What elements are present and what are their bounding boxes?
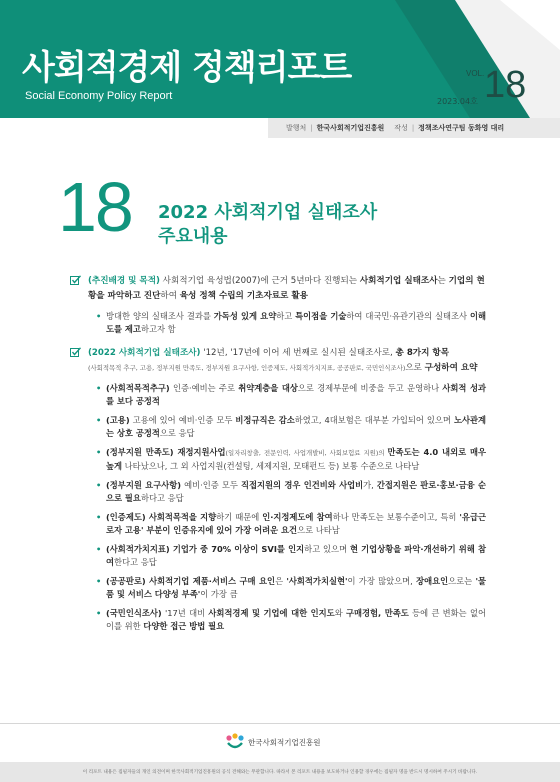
bold-text: (인증제도) 사회적목적을 지향 xyxy=(106,512,217,522)
report-title-line1: 2022 사회적기업 실태조사 xyxy=(158,202,378,223)
list-item xyxy=(88,511,486,537)
circle-bullet-icon: • xyxy=(96,576,102,586)
divider: | xyxy=(411,124,415,132)
text: 은 xyxy=(275,576,287,586)
section-heading: (추진배경 및 목적) xyxy=(88,276,160,286)
text: 가, xyxy=(363,480,377,490)
publisher-name: 한국사회적기업진흥원 xyxy=(316,124,385,132)
bold-text: 노사관계는 상호 공정적 xyxy=(106,415,486,438)
circle-bullet-icon: • xyxy=(96,383,102,393)
bold-text: (공공판로) 사회적기업 제품·서비스 구매 요인 xyxy=(106,576,276,586)
circle-bullet-icon: • xyxy=(96,480,102,490)
report-series-subtitle: Social Economy Policy Report xyxy=(25,90,173,102)
kosea-logo-icon xyxy=(225,733,245,751)
report-title xyxy=(158,201,377,249)
volume-label: VOL. xyxy=(466,69,485,78)
circle-bullet-icon: • xyxy=(96,544,102,554)
text: '17년 대비 xyxy=(161,608,209,618)
bold-text: 기업의 현황을 파악하고 진단 xyxy=(88,276,485,301)
report-header xyxy=(0,0,560,118)
text: 하다고 응답 xyxy=(140,493,184,503)
text: 하기 때문에 xyxy=(216,512,263,522)
text: 으로 응답 xyxy=(159,428,195,438)
author-label: 작성 xyxy=(394,124,408,132)
list-item xyxy=(88,310,486,336)
list-item xyxy=(88,543,486,569)
check-box-icon xyxy=(70,275,81,286)
bold-text: 구매경험, 만족도 xyxy=(346,608,409,618)
bold-text: 직접지원의 경우 인건비와 사업비 xyxy=(240,480,364,490)
text: 인증·예비는 주로 xyxy=(169,383,239,393)
circle-bullet-icon: • xyxy=(96,608,102,618)
text: 으로는 xyxy=(448,576,476,586)
bold-text: '유급근로자 고용' 부분이 인증유지에 있어 가장 어려운 요건 xyxy=(106,512,486,535)
org-name: 한국사회적기업진흥원 xyxy=(248,737,321,747)
text: 사회적기업 육성법(2007)에 근거 5년마다 진행되는 xyxy=(159,276,360,286)
circle-bullet-icon: • xyxy=(96,447,102,457)
section-survey xyxy=(76,346,486,633)
text: 이 가장 큼 xyxy=(200,589,238,599)
section-heading: (2022 사회적기업 실태조사) xyxy=(88,348,201,358)
bold-text: 육성 정책 수립의 기초자료로 활용 xyxy=(179,291,308,301)
text: 와 xyxy=(334,608,346,618)
section-lead xyxy=(88,274,486,304)
text: 방대한 양의 실태조사 결과를 xyxy=(106,311,214,321)
publisher-label: 발행처 xyxy=(286,124,307,132)
text: 하여 xyxy=(160,291,180,301)
note-text: (사회적목적 추구, 고용, 정부지원 만족도, 정부지원 요구사항, 인증제도, 사회적가치지표, 공공판로, 국민인식조사) xyxy=(88,364,406,372)
report-title-line2: 주요내용 xyxy=(158,226,228,247)
issue-date: 2023.04호 xyxy=(437,97,478,106)
bold-text: '물품 및 서비스 다양성 부족' xyxy=(106,576,486,599)
list-item xyxy=(88,607,486,633)
circle-bullet-icon: • xyxy=(96,311,102,321)
bold-text: 이해도를 제고 xyxy=(106,311,486,334)
bold-text: (국민인식조사) xyxy=(106,608,162,618)
publisher-bar xyxy=(268,118,560,138)
text: 예비·인증 모두 xyxy=(181,480,241,490)
bold-text: 사회적경제 및 기업에 대한 인지도 xyxy=(208,608,335,618)
bold-text: 간접지원은 판로·홍보·금융 순으로 필요 xyxy=(106,480,487,503)
bold-text: 장애요인 xyxy=(416,576,449,586)
bold-text: 만족도는 4.0 내외로 매우 높게 xyxy=(106,447,487,471)
divider: | xyxy=(310,124,313,132)
text: 는 xyxy=(437,276,449,286)
circle-bullet-icon: • xyxy=(96,415,102,425)
list-item xyxy=(88,382,486,408)
bold-text: 사회적기업 실태조사 xyxy=(359,276,438,286)
bold-text: (정부지원 만족도) xyxy=(106,447,174,457)
bold-text: (정부지원 요구사항) xyxy=(106,480,182,490)
note-text: (일자리창출, 전문인력, 사업개발비, 사회보험료 지원)의 xyxy=(225,449,388,457)
text: 나타났으나, 그 외 사업지원(컨설팅, 세제지원, 모태펀드 등) 보통 수준으로 나타남 xyxy=(122,461,420,471)
text: 한다고 응답 xyxy=(114,557,157,567)
section-lead xyxy=(88,346,486,376)
list-item xyxy=(88,479,486,505)
section-background xyxy=(76,274,486,336)
bold-text: 가독성 있게 요약 xyxy=(213,311,277,321)
list-item xyxy=(88,446,486,473)
bold-text: 취약계층을 대상 xyxy=(238,383,298,393)
text: 등에 큰 변화는 없어 이를 위한 xyxy=(106,608,486,631)
org-logo xyxy=(225,733,320,751)
text: 하였고, 4대보험은 대부분 가입되어 있으며 xyxy=(294,415,454,425)
disclaimer-text: 이 리포트 내용은 집필자들의 개인 의견이며 한국사회적기업진흥원의 공식 견해와는 무관합니다. 따라서 본 리포트 내용을 보도하거나 인용할 경우에는 집필자 명을 반드시 명시하여 주시기 바랍니다. xyxy=(82,770,478,775)
bold-text: 특이점을 기술 xyxy=(295,311,347,321)
circle-bullet-icon: • xyxy=(96,512,102,522)
bold-text: 현 기업상황을 파악·개선하기 위해 참여 xyxy=(106,544,486,567)
text: 으로 나타남 xyxy=(297,525,340,535)
text: 으로 xyxy=(405,363,425,373)
text: 하여 대국민·유관기관의 실태조사 xyxy=(346,311,470,321)
report-series-title: 사회적경제 정책리포트 xyxy=(22,48,352,88)
bold-text: (사회적목적추구) xyxy=(106,383,170,393)
bold-text: 다양한 접근 방법 필요 xyxy=(143,621,225,631)
bold-text: 총 8가지 항목 xyxy=(395,348,450,358)
list-item xyxy=(88,575,486,601)
author-name: 정책조사연구팀 동화영 대리 xyxy=(418,124,505,132)
volume-number: 18 xyxy=(484,64,527,106)
bold-text: 구성하여 요약 xyxy=(424,363,478,373)
bold-text: 인·지정제도에 참여 xyxy=(262,512,333,522)
text: 하고 있으며 xyxy=(304,544,350,554)
bold-text: 사회적 성과를 보다 공정적 xyxy=(106,383,486,406)
text: 이 가장 많았으며, xyxy=(347,576,417,586)
list-item xyxy=(88,414,486,440)
report-body xyxy=(76,274,486,637)
text: 고용에 있어 예비·인증 모두 xyxy=(129,415,236,425)
text: 하나 만족도는 보통수준이고, 특히 xyxy=(332,512,460,522)
text: 하고자 함 xyxy=(140,324,176,334)
text: 으로 경제부문에 비중을 두고 운영하나 xyxy=(297,383,443,393)
check-box-icon xyxy=(70,347,81,358)
bold-text: 재정지원사업 xyxy=(173,447,226,457)
bold-text: (고용) xyxy=(106,415,130,425)
text: '12년, '17년에 이어 세 번째로 실시된 실태조사로, xyxy=(200,348,396,358)
disclaimer-bar xyxy=(0,762,560,782)
text: 하고 xyxy=(276,311,296,321)
bold-text: (사회적가치지표) 기업가 중 70% 이상이 SVI를 인지 xyxy=(106,544,305,554)
bold-text: '사회적가치실현' xyxy=(286,576,348,586)
footer-divider xyxy=(0,723,560,724)
report-number: 18 xyxy=(58,168,132,246)
bold-text: 비정규직은 감소 xyxy=(235,415,295,425)
